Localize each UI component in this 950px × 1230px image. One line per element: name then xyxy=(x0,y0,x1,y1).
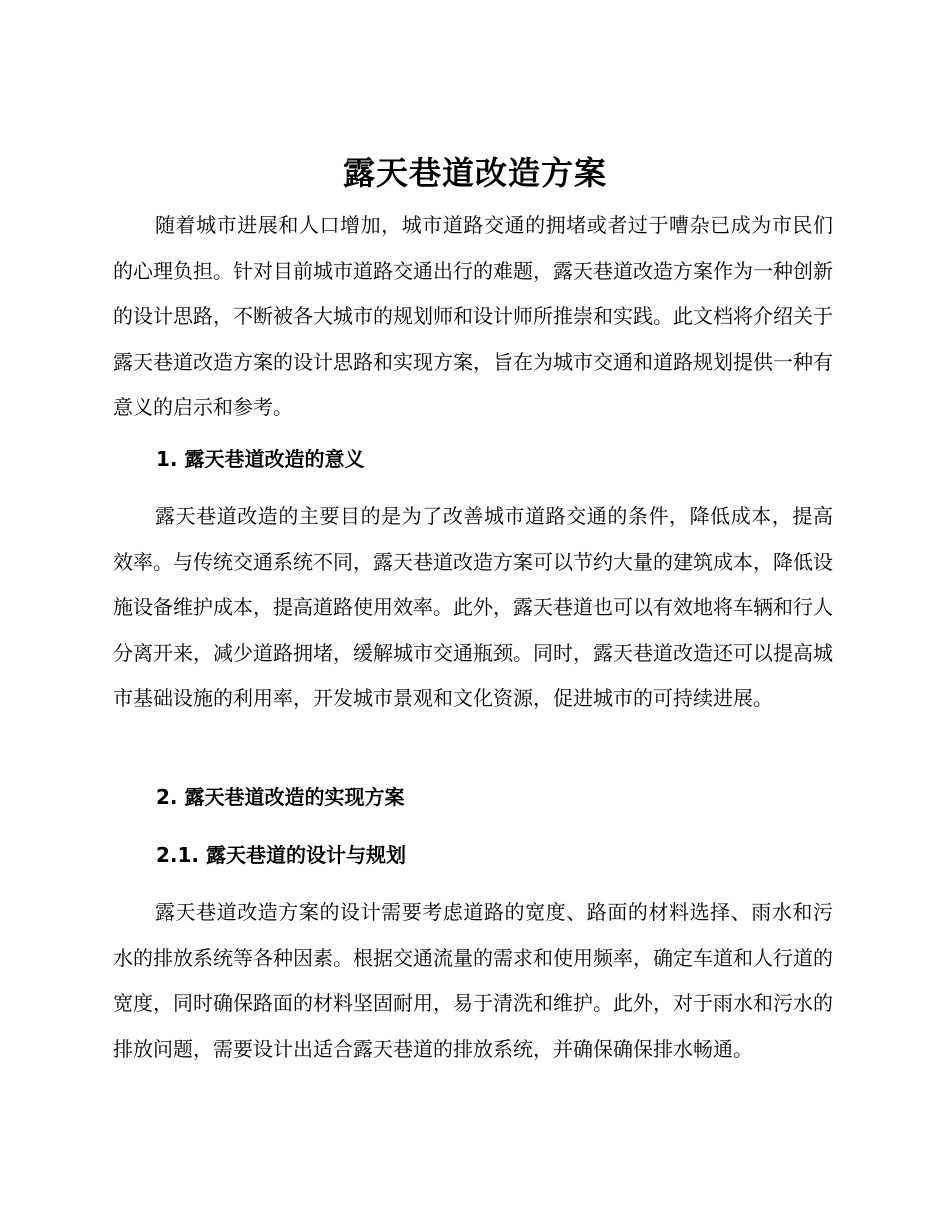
section-1-heading: 1. 露天巷道改造的意义 xyxy=(156,447,365,471)
intro-paragraph: 随着城市进展和人口增加，城市道路交通的拥堵或者过于嘈杂已成为市民们的心理负担。针对目前城市道路交通出行的难题，露天巷道改造方案作为一种创新的设计思路，不断被各大城市的规划师和设计师所推崇和实践。此文档将介绍关于露天巷道改造方案的设计思路和实现方案，旨在为城市交通和道路规划提供一种有意义的启示和参考。 xyxy=(113,213,833,419)
section-2-1-paragraph: 露天巷道改造方案的设计需要考虑道路的宽度、路面的材料选择、雨水和污水的排放系统等各种因素。根据交通流量的需求和使用频率，确定车道和人行道的宽度，同时确保路面的材料坚固耐用，易于清洗和维护。此外，对于雨水和污水的排放问题，需要设计出适合露天巷道的排放系统，并确保确保排水畅通。 xyxy=(113,900,833,1061)
section-2-heading: 2. 露天巷道改造的实现方案 xyxy=(156,785,405,809)
section-2-1-heading: 2.1. 露天巷道的设计与规划 xyxy=(156,843,406,867)
section-1-paragraph: 露天巷道改造的主要目的是为了改善城市道路交通的条件，降低成本，提高效率。与传统交通系统不同，露天巷道改造方案可以节约大量的建筑成本，降低设施设备维护成本，提高道路使用效率。此外，露天巷道也可以有效地将车辆和行人分离开来，减少道路拥堵，缓解城市交通瓶颈。同时，露天巷道改造还可以提高城市基础设施的利用率，开发城市景观和文化资源，促进城市的可持续进展。 xyxy=(113,504,833,710)
document-title: 露天巷道改造方案 xyxy=(342,154,607,192)
